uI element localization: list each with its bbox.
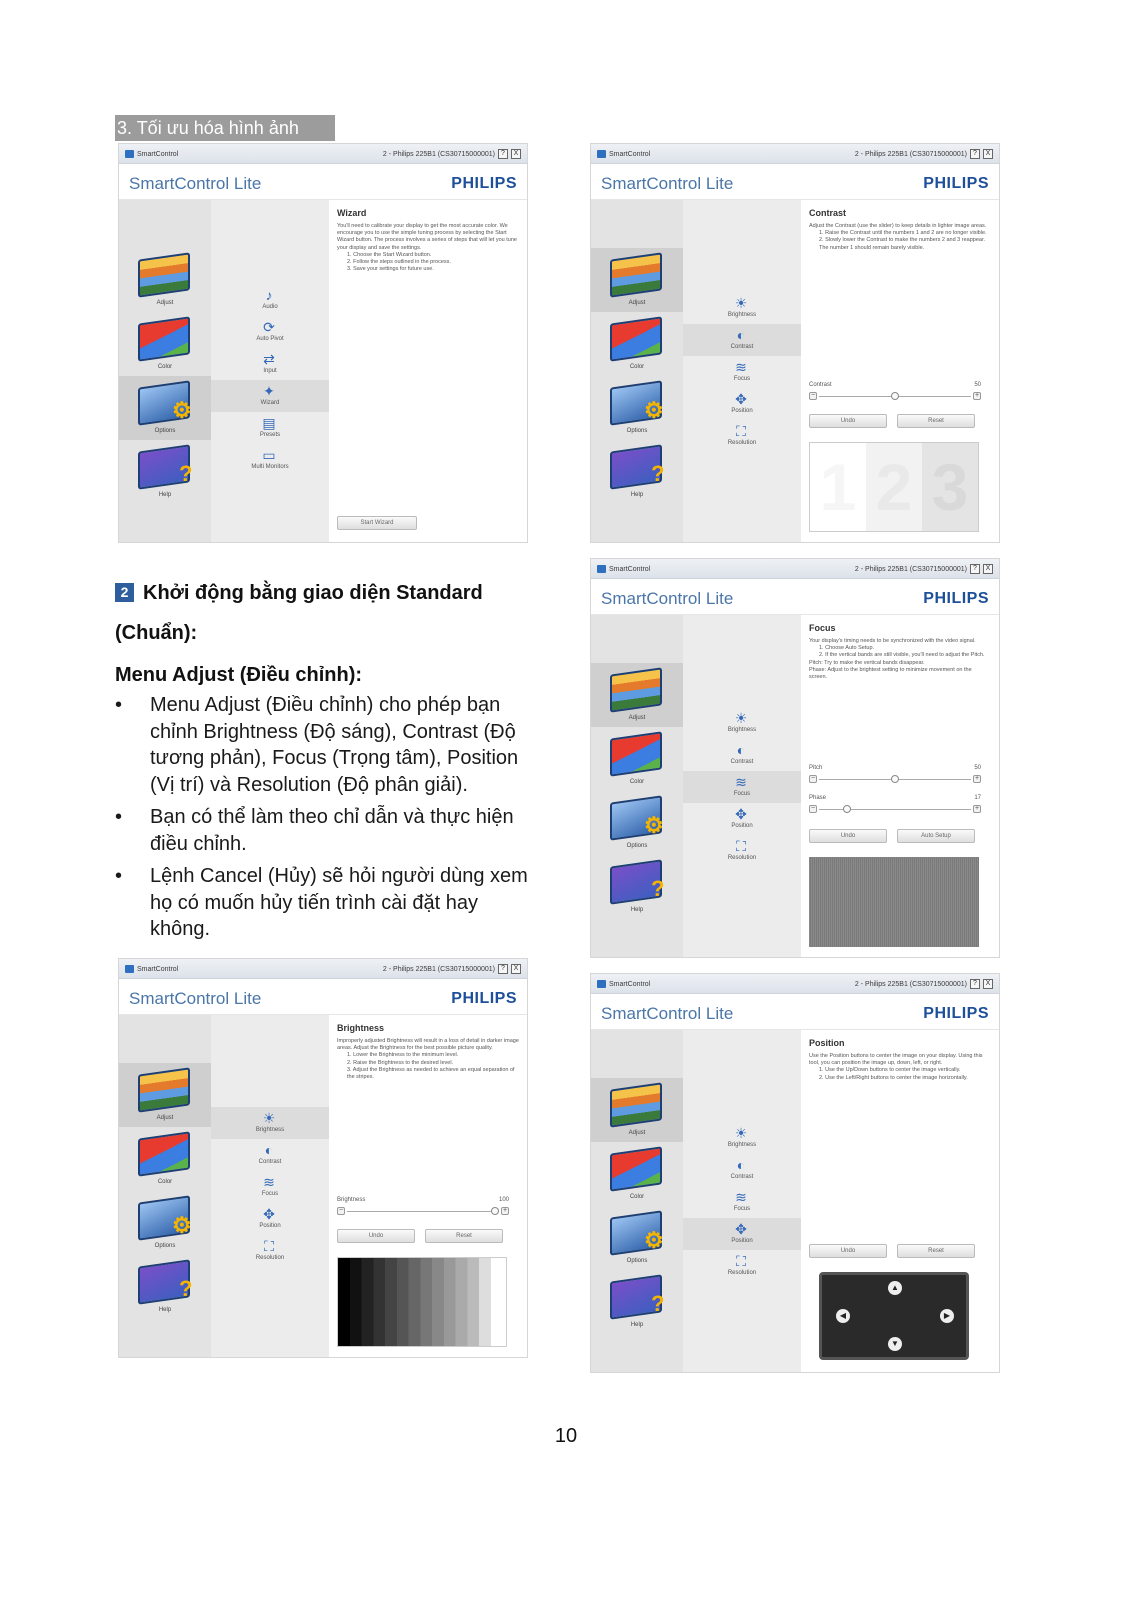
category-color[interactable]: Color (591, 1142, 683, 1206)
subitem-contrast[interactable]: ◐ Contrast (683, 324, 801, 356)
step-1: 1. Raise the Contrast until the numbers 1 and 2 are no longer visible. (819, 230, 987, 237)
subitem-focus[interactable]: ≋ Focus (733, 359, 751, 382)
resolution-icon: ⛶ (736, 838, 746, 854)
subitem-position[interactable]: ✥ Position (259, 1206, 281, 1229)
category-color[interactable]: Color (119, 1127, 211, 1191)
subitem-input[interactable]: ⇄ Input (211, 348, 329, 380)
smartcontrol-window-contrast (590, 143, 1000, 543)
focus-icon: ≋ (735, 1189, 747, 1205)
subitem-resolution[interactable]: ⛶ Resolution (727, 423, 757, 446)
close-icon[interactable]: X (511, 964, 521, 974)
app-header (591, 579, 999, 615)
panel-text: Your display's timing needs to be synchronized with the video signal. (809, 638, 976, 644)
button-row (809, 1244, 975, 1258)
help-category-icon: ? (138, 1259, 190, 1304)
subitem-position[interactable]: ✥ Position (731, 806, 753, 829)
resolution-icon: ⛶ (264, 1238, 274, 1254)
undo-button[interactable]: Undo (809, 414, 887, 428)
page-number: 10 (554, 1425, 578, 1447)
plus-icon[interactable]: + (974, 392, 980, 399)
minus-icon[interactable]: − (810, 392, 816, 399)
help-category-icon: ? (610, 1274, 662, 1319)
options-icon: ⚙ (610, 795, 662, 840)
contrast-icon: ◐ (264, 1142, 274, 1158)
category-help[interactable]: ? Help (591, 1270, 683, 1334)
titlebar-monitor: 2 - Philips 225B1 (CS30715000001) (854, 980, 967, 988)
category-adjust[interactable]: Adjust (591, 1078, 683, 1142)
app-header (119, 979, 527, 1015)
auto-pivot-icon: ⟳ (263, 319, 275, 335)
panel-text: Use the Position buttons to center the image on your display. Using this tool, you can position the image up, down, left, or right. (809, 1053, 983, 1067)
contrast-icon: ◐ (736, 327, 746, 343)
titlebar-monitor: 2 - Philips 225B1 (CS30715000001) (382, 965, 495, 973)
bullet-item: • Lệnh Cancel (Hủy) sẽ hỏi người dùng xem họ có muốn hủy tiến trình cài đặt hay không. (115, 863, 530, 943)
window-body (591, 615, 999, 957)
step-heading-text: Khởi động bằng giao diện Standard (Chuẩn): (115, 582, 483, 644)
plus-icon[interactable]: + (974, 775, 980, 782)
color-icon (138, 316, 190, 361)
step-3: 3. Save your settings for future use. (347, 266, 434, 273)
down-arrow-icon[interactable]: ▼ (888, 1337, 902, 1351)
step-number: 2 (115, 583, 134, 602)
reset-button[interactable]: Reset (897, 1244, 975, 1258)
plus-icon[interactable]: + (502, 1207, 508, 1214)
step-1: 1. Choose Auto Setup. (819, 645, 875, 652)
titlebar-app: SmartControl (609, 980, 651, 988)
focus-icon: ≋ (735, 359, 747, 375)
position-icon: ✥ (735, 391, 747, 407)
focus-pattern (809, 857, 979, 947)
close-icon[interactable]: X (983, 149, 993, 159)
category-options[interactable]: ⚙ Options (119, 1191, 211, 1255)
audio-icon: ♪ (265, 287, 273, 303)
category-options[interactable]: ⚙ Options (591, 376, 683, 440)
auto-setup-button[interactable]: Auto Setup (897, 829, 975, 843)
panel-title: Focus (809, 623, 836, 633)
help-icon[interactable]: ? (970, 979, 980, 989)
subitem-focus[interactable]: ≋ Focus (261, 1174, 279, 1197)
close-icon[interactable]: X (983, 564, 993, 574)
subitem-auto-pivot[interactable]: ⟳ Auto Pivot (256, 319, 284, 342)
right-arrow-icon[interactable]: ▶ (940, 1309, 954, 1323)
titlebar (591, 144, 999, 164)
contrast-icon: ◐ (736, 742, 746, 758)
subitem-brightness[interactable]: ☀ Brightness (727, 710, 757, 733)
subitem-audio[interactable]: ♪ Audio (262, 287, 278, 310)
step-heading (115, 573, 525, 653)
brightness-icon: ☀ (734, 295, 748, 311)
help-icon[interactable]: ? (970, 564, 980, 574)
brand-logo: PHILIPS (451, 175, 517, 192)
titlebar (591, 974, 999, 994)
category-adjust[interactable]: Adjust (119, 1063, 211, 1127)
titlebar (119, 959, 527, 979)
wizard-icon: ✦ (263, 383, 275, 399)
panel-title: Brightness (337, 1023, 385, 1033)
brightness-icon: ☀ (734, 1125, 748, 1141)
app-name: SmartControl Lite (601, 1004, 734, 1023)
window-body (119, 200, 527, 542)
category-color[interactable]: Color (591, 312, 683, 376)
app-header (119, 164, 527, 200)
resolution-icon: ⛶ (736, 423, 746, 439)
presets-icon: ▤ (262, 415, 276, 431)
titlebar (591, 559, 999, 579)
step-3: 3. Adjust the Brightness as needed to achieve an equal separation of the stripes. (347, 1066, 515, 1081)
titlebar-monitor: 2 - Philips 225B1 (CS30715000001) (382, 150, 495, 158)
adjust-icon (610, 252, 662, 297)
subitem-resolution[interactable]: ⛶ Resolution (727, 838, 757, 861)
subitem-focus[interactable]: ≋ Focus (683, 771, 801, 803)
reset-button[interactable]: Reset (897, 414, 975, 428)
panel-text: You'll need to calibrate your display to get the most accurate color. We encourage you to use the simple tuning process by selecting the Start Wizard button. The process involves a series of steps that will let you tune your display and save the settings. (337, 223, 517, 251)
help-category-icon: ? (610, 444, 662, 489)
subitem-resolution[interactable]: ⛶ Resolution (727, 1253, 757, 1276)
panel-title: Contrast (809, 208, 847, 218)
subitem-position[interactable]: ✥ Position (731, 391, 753, 414)
titlebar-monitor: 2 - Philips 225B1 (CS30715000001) (854, 565, 967, 573)
brightness-stripes (337, 1257, 507, 1347)
panel-title: Wizard (337, 208, 367, 218)
app-header (591, 164, 999, 200)
brightness-icon: ☀ (734, 710, 748, 726)
app-name: SmartControl Lite (129, 989, 262, 1008)
color-icon (610, 1146, 662, 1191)
adjust-icon (138, 1067, 190, 1112)
close-icon[interactable]: X (983, 979, 993, 989)
multi-monitor-icon: ▭ (262, 447, 276, 463)
position-icon: ✥ (263, 1206, 275, 1222)
pitch-note: Pitch: Try to make the vertical bands disappear. (809, 659, 925, 666)
subitem-resolution[interactable]: ⛶ Resolution (255, 1238, 285, 1261)
smartcontrol-window-position (590, 973, 1000, 1373)
undo-button[interactable]: Undo (809, 1244, 887, 1258)
content-panel: Brightness Improperly adjusted Brightness will result in a loss of detail in darker image areas. Adjust the Brightness for the best possible picture quality. 1. Lower the Brightness to the minimum level. 2. Raise the Brightness to the desired level. 3. Adjust the Brightness as needed to achieve an equal separation of the stripes. Brightness 100 − + Undo Reset (329, 1015, 527, 1357)
panel-text: Adjust the Contrast (use the slider) to keep details in lighter image areas. (809, 223, 987, 229)
category-color[interactable]: Color (119, 312, 211, 376)
app-name: SmartControl Lite (601, 174, 734, 193)
smartcontrol-window-wizard (118, 143, 528, 543)
step-1: 1. Lower the Brightness to the minimum level. (347, 1052, 459, 1059)
category-adjust[interactable]: Adjust (591, 248, 683, 312)
minus-icon[interactable]: − (810, 805, 816, 812)
button-row (809, 829, 975, 843)
app-logo-icon (125, 150, 134, 158)
window-body (119, 1015, 527, 1357)
category-options[interactable]: ⚙ Options (591, 1206, 683, 1270)
app-logo-icon (597, 980, 606, 988)
category-help[interactable]: ? Help (119, 1255, 211, 1319)
subitem-contrast[interactable]: ◐ Contrast (730, 1157, 754, 1180)
close-icon[interactable]: X (511, 149, 521, 159)
window-body (591, 200, 999, 542)
help-icon[interactable]: ? (498, 964, 508, 974)
subitem-multi-monitors[interactable]: ▭ Multi Monitors (251, 447, 289, 470)
bullet-item: • Menu Adjust (Điều chỉnh) cho phép bạn chỉnh Brightness (Độ sáng), Contrast (Độ tương phản), Focus (Trọng tâm), Position (Vị trí) và Resolution (Độ phân giải). (115, 692, 530, 798)
options-icon: ⚙ (138, 380, 190, 425)
titlebar-app: SmartControl (137, 150, 179, 158)
titlebar-monitor: 2 - Philips 225B1 (CS30715000001) (854, 150, 967, 158)
app-logo-icon (125, 965, 134, 973)
start-wizard-button[interactable]: Start Wizard (337, 516, 417, 530)
subitem-brightness[interactable]: ☀ Brightness (727, 1125, 757, 1148)
bullet-list (115, 692, 530, 949)
category-help[interactable]: ? Help (591, 440, 683, 504)
brand-logo: PHILIPS (923, 590, 989, 607)
category-options[interactable]: ⚙ Options (591, 791, 683, 855)
window-body (591, 1030, 999, 1372)
subitem-wizard[interactable]: ✦ Wizard (211, 380, 329, 412)
adjust-icon (138, 252, 190, 297)
app-header (591, 994, 999, 1030)
phase-note: Phase: Adjust to the brightest setting to minimize movement on the screen. (809, 666, 972, 681)
titlebar (119, 144, 527, 164)
app-name: SmartControl Lite (601, 589, 734, 608)
brightness-icon: ☀ (262, 1110, 276, 1126)
help-category-icon: ? (138, 444, 190, 489)
subitem-position[interactable]: ✥ Position (683, 1218, 801, 1250)
subitem-presets[interactable]: ▤ Presets (259, 415, 281, 438)
category-options[interactable]: ⚙ Options (119, 376, 211, 440)
panel-title: Position (809, 1038, 845, 1048)
app-name: SmartControl Lite (129, 174, 262, 193)
contrast-pattern: 1 2 3 (809, 442, 979, 532)
minus-icon[interactable]: − (810, 775, 816, 782)
subitem-brightness[interactable]: ☀ Brightness (211, 1107, 329, 1139)
resolution-icon: ⛶ (736, 1253, 746, 1269)
category-help[interactable]: ? Help (591, 855, 683, 919)
focus-icon: ≋ (735, 774, 747, 790)
step-2: 2. Raise the Brightness to the desired level. (347, 1059, 454, 1066)
color-icon (138, 1131, 190, 1176)
help-icon[interactable]: ? (970, 149, 980, 159)
slider-knob[interactable] (891, 775, 899, 783)
subitem-brightness[interactable]: ☀ Brightness (727, 295, 757, 318)
menu-heading: Menu Adjust (Điều chỉnh): (115, 664, 363, 686)
category-adjust[interactable]: Adjust (119, 248, 211, 312)
slider-knob[interactable] (491, 1207, 499, 1215)
bullet-item: • Bạn có thể làm theo chỉ dẫn và thực hiện điều chỉnh. (115, 804, 530, 857)
position-icon: ✥ (735, 1221, 747, 1237)
slider-knob[interactable] (843, 805, 851, 813)
step-2: 2. Slowly lower the Contrast to make the numbers 2 and 3 reappear. The number 1 should remain barely visible. (819, 237, 986, 251)
minus-icon[interactable]: − (338, 1207, 344, 1214)
help-icon[interactable]: ? (498, 149, 508, 159)
brand-logo: PHILIPS (923, 1005, 989, 1022)
brand-logo: PHILIPS (923, 175, 989, 192)
category-help[interactable]: ? Help (119, 440, 211, 504)
undo-button[interactable]: Undo (337, 1229, 415, 1243)
panel-text: Improperly adjusted Brightness will result in a loss of detail in darker image areas. Adjust the Brightness for the best possible picture quality. (337, 1038, 519, 1052)
color-icon (610, 316, 662, 361)
help-category-icon: ? (610, 859, 662, 904)
step-2: 2. Use the Left/Right buttons to center the image horizontally. (819, 1074, 968, 1081)
app-logo-icon (597, 150, 606, 158)
input-icon: ⇄ (263, 351, 275, 367)
undo-button[interactable]: Undo (809, 829, 887, 843)
smartcontrol-window-focus (590, 558, 1000, 958)
titlebar-app: SmartControl (137, 965, 179, 973)
content-panel: Contrast Adjust the Contrast (use the slider) to keep details in lighter image areas. 1. Raise the Contrast until the numbers 1 and 2 are no longer visible. 2. Slowly lower the Contrast to make the numbers 2 and 3 reappear. The number 1 should remain barely visible. Contrast 50 − + Undo Reset 1 2 3 (801, 200, 999, 542)
options-icon: ⚙ (610, 380, 662, 425)
category-color[interactable]: Color (591, 727, 683, 791)
subitem-contrast[interactable]: ◐ Contrast (258, 1142, 282, 1165)
slider-knob[interactable] (891, 392, 899, 400)
titlebar-app: SmartControl (609, 150, 651, 158)
options-icon: ⚙ (138, 1195, 190, 1240)
content-panel (329, 200, 527, 542)
button-row (809, 414, 975, 428)
titlebar-app: SmartControl (609, 565, 651, 573)
color-icon (610, 731, 662, 776)
step-2: 2. If the vertical bands are still visible, you'll need to adjust the Pitch. (819, 652, 985, 659)
left-arrow-icon[interactable]: ◀ (836, 1309, 850, 1323)
section-tag: 3. Tối ưu hóa hình ảnh (115, 115, 335, 141)
app-logo-icon (597, 565, 606, 573)
position-pad (819, 1272, 969, 1360)
adjust-icon (610, 1082, 662, 1127)
content-panel (801, 1030, 999, 1372)
adjust-icon (610, 667, 662, 712)
subitem-contrast[interactable]: ◐ Contrast (730, 742, 754, 765)
position-icon: ✥ (735, 806, 747, 822)
plus-icon[interactable]: + (974, 805, 980, 812)
step-2: 2. Follow the steps outlined in the process. (347, 259, 451, 266)
up-arrow-icon[interactable]: ▲ (888, 1281, 902, 1295)
button-row (337, 1229, 503, 1243)
category-adjust[interactable]: Adjust (591, 663, 683, 727)
subitem-focus[interactable]: ≋ Focus (733, 1189, 751, 1212)
options-icon: ⚙ (610, 1210, 662, 1255)
smartcontrol-window-brightness (118, 958, 528, 1358)
step-1: 1. Choose the Start Wizard button. (347, 251, 432, 258)
step-1: 1. Use the Up/Down buttons to center the image vertically. (819, 1067, 961, 1074)
content-panel: Focus Your display's timing needs to be synchronized with the video signal. 1. Choose Auto Setup. 2. If the vertical bands are still visible, you'll need to adjust the Pitch. Pitch: Try to make the vertical bands disappear. Phase: Adjust to the brightest setting to minimize movement on the screen. Pitch 50 − + Phase 17 − + Undo Auto Setup (801, 615, 999, 957)
reset-button[interactable]: Reset (425, 1229, 503, 1243)
brand-logo: PHILIPS (451, 990, 517, 1007)
contrast-icon: ◐ (736, 1157, 746, 1173)
focus-icon: ≋ (263, 1174, 275, 1190)
